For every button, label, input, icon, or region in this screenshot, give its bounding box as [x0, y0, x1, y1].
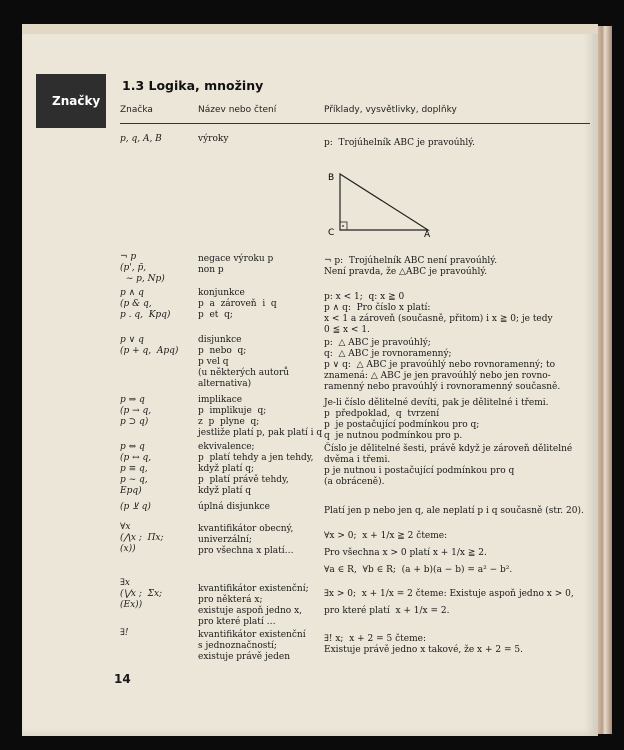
- row-symbol: p ⇒ q (p → q, p ⊃ q): [120, 395, 152, 427]
- row-symbol: ∀x (⋀x ; Πx; (x)): [120, 522, 164, 554]
- row-name: kvantifikátor existenční; pro některá x; existuje aspoň jedno x, pro které platí …: [198, 584, 309, 627]
- section-tab: Značky: [36, 74, 106, 128]
- row-symbol: p, q, A, B: [120, 134, 162, 144]
- row-symbol: p ∧ q (p & q, p . q, Kpq): [120, 288, 171, 320]
- row-example: Je-li číslo dělitelné devíti, pak je dělitelné i třemi. p předpoklad, q tvrzení p je postačující podmínkou pro q; q je nutnou podmínkou pro p.: [324, 398, 549, 441]
- page-number: 14: [114, 672, 131, 686]
- row-symbol: ∃x (⋁x ; Σx; (Ex)): [120, 578, 163, 610]
- row-name: výroky: [198, 134, 229, 144]
- book-edge: [596, 26, 612, 734]
- row-example: Číslo je dělitelné šesti, právě když je zároveň dělitelné dvěma i třemi. p je nutnou i postačující podmínkou pro q (a obráceně).: [324, 444, 573, 487]
- row-example: p: △ ABC je pravoúhlý; q: △ ABC je rovnoramenný; p ∨ q: △ ABC je pravoúhlý nebo rovnoramenný; to znamená: △ ABC je jen pravoúhlý nebo jen rovno- ramenný nebo pravoúhlý i rovnoramenný současně.: [324, 338, 561, 392]
- row-symbol: ¬ p (p', p̄, ∼ p, Np): [120, 252, 165, 284]
- section-heading: 1.3 Logika, množiny: [122, 78, 264, 93]
- vertex-label-b: B: [328, 173, 335, 183]
- row-symbol: p ⇔ q (p ↔ q, p ≡ q, p ∼ q, Epq): [120, 442, 152, 496]
- row-example: Platí jen p nebo jen q, ale neplatí p i q současně (str. 20).: [324, 506, 584, 516]
- row-name: kvantifikátor existenční s jednoznačností; existuje právě jeden: [198, 630, 306, 662]
- right-triangle-figure: [324, 168, 444, 238]
- row-symbol: ∃!: [120, 628, 129, 638]
- row-name: úplná disjunkce: [198, 502, 270, 512]
- vertex-label-c: C: [328, 228, 335, 238]
- row-symbol: (p ⊻ q): [120, 502, 151, 512]
- row-example: ¬ p: Trojúhelník ABC není pravoúhlý. Není pravda, že △ABC je pravoúhlý.: [324, 256, 498, 277]
- row-example: ∃x > 0; x + 1/x = 2 čteme: Existuje aspoň jedno x > 0, pro které platí x + 1/x = 2.: [324, 589, 574, 616]
- page-top-band: [22, 24, 598, 34]
- row-name: implikace p implikuje q; z p plyne q; jestliže platí p, pak platí i q: [198, 395, 323, 438]
- vertex-label-a: A: [424, 230, 431, 238]
- column-header-symbol: Značka: [120, 105, 153, 115]
- row-example: ∀x > 0; x + 1/x ≧ 2 čteme: Pro všechna x > 0 platí x + 1/x ≧ 2. ∀a ∈ R, ∀b ∈ R; (a + b)(a − b) = a² − b².: [324, 531, 513, 575]
- row-example: p: Trojúhelník ABC je pravoúhlý.: [324, 138, 475, 148]
- row-example: p: x < 1; q: x ≧ 0 p ∧ q: Pro číslo x platí: x < 1 a zároveň (současně, přitom) i x ≧ 0; je tedy 0 ≦ x < 1.: [324, 292, 553, 335]
- row-symbol: p ∨ q (p + q, Apq): [120, 335, 179, 356]
- row-name: disjunkce p nebo q; p vel q (u některých autorů alternativa): [198, 335, 290, 389]
- row-name: ekvivalence; p platí tehdy a jen tehdy, když platí q; p platí právě tehdy, když platí q: [198, 442, 314, 496]
- row-name: kvantifikátor obecný, univerzální; pro všechna x platí…: [198, 524, 294, 556]
- column-header-examples: Příklady, vysvětlivky, doplňky: [324, 105, 457, 115]
- row-example: ∃! x; x + 2 = 5 čteme: Existuje právě jedno x takové, že x + 2 = 5.: [324, 634, 523, 655]
- row-name: konjunkce p a zároveň i q p et q;: [198, 288, 277, 320]
- column-header-name: Název nebo čtení: [198, 105, 277, 115]
- row-name: negace výroku p non p: [198, 254, 274, 275]
- header-rule: [120, 123, 590, 124]
